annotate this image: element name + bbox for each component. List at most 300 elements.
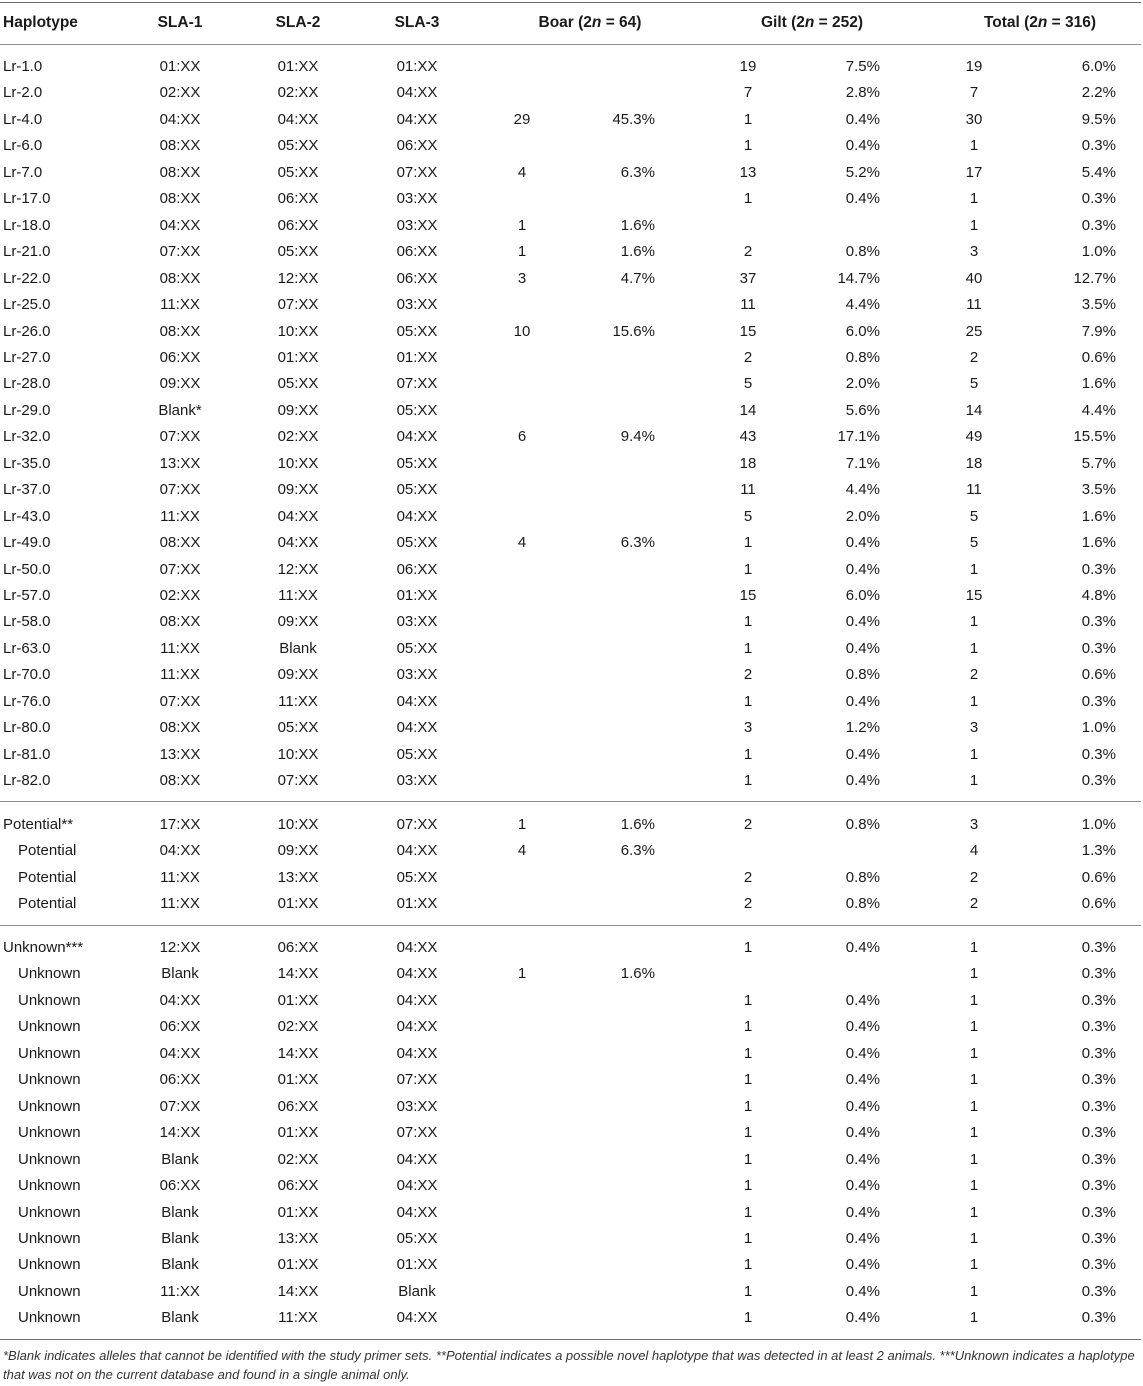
sla1-cell: 12:XX: [159, 939, 201, 956]
boar-percent-cell: [575, 292, 655, 318]
table-row: [0, 345, 1143, 371]
sla1-cell: 11:XX: [160, 666, 200, 684]
sla3-cell: 07:XX: [396, 163, 438, 181]
haplotype-cell: Lr-81.0: [3, 745, 51, 763]
total-percent-cell: 9.5%: [1081, 110, 1116, 128]
sla3-cell: 04:XX: [396, 692, 438, 710]
gilt-percent-cell: 0.4%: [845, 1097, 880, 1115]
total-percent-cell: 0.3%: [1081, 1177, 1116, 1195]
total-percent-cell: 0.3%: [1081, 692, 1116, 710]
sla3-cell: 06:XX: [396, 269, 438, 287]
gilt-count-cell: 2: [743, 243, 753, 261]
table-row: [0, 1252, 1143, 1278]
haplotype-cell: Unknown: [18, 1018, 81, 1036]
total-percent-cell: 0.3%: [1081, 1150, 1116, 1168]
haplotype-cell: Lr-37.0: [3, 481, 51, 499]
gilt-count-cell: 1: [743, 1124, 753, 1142]
gilt-percent-cell: 0.4%: [845, 1309, 880, 1327]
total-percent-cell: 0.6%: [1081, 348, 1116, 366]
sla1-cell: 17:XX: [159, 816, 201, 833]
gilt-count-cell: [718, 213, 778, 239]
sla3-cell: 03:XX: [396, 216, 438, 234]
haplotype-cell: Potential: [18, 842, 77, 860]
total-percent-cell: 3.5%: [1081, 481, 1116, 499]
total-percent-cell: 0.3%: [1081, 1018, 1116, 1036]
total-count-cell: 19: [965, 58, 983, 75]
boar-percent-cell: [575, 504, 655, 530]
gilt-percent-cell: 0.4%: [845, 560, 880, 578]
total-count-cell: 1: [969, 991, 979, 1009]
table-row: [0, 1173, 1143, 1199]
boar-percent-cell: [575, 636, 655, 662]
sla1-cell: 08:XX: [159, 719, 201, 737]
gilt-count-cell: 1: [743, 560, 753, 578]
table-row: [0, 1279, 1143, 1305]
sla2-cell: 05:XX: [277, 243, 319, 261]
boar-percent-cell: [575, 1094, 655, 1120]
haplotype-cell: Unknown: [18, 1282, 81, 1300]
gilt-count-cell: 1: [743, 1203, 753, 1221]
gilt-count-cell: 2: [743, 348, 753, 366]
sla2-cell: 02:XX: [277, 428, 319, 446]
table-row: [0, 424, 1143, 450]
boar-count-cell: [492, 451, 552, 477]
boar-percent-cell: [575, 1014, 655, 1040]
sla1-cell: 06:XX: [159, 1177, 201, 1195]
boar-percent-cell: 6.3%: [620, 534, 655, 552]
gilt-percent-cell: 17.1%: [837, 428, 880, 446]
sla3-cell: 04:XX: [396, 1177, 438, 1195]
sla3-cell: 03:XX: [396, 1097, 438, 1115]
haplotype-cell: Lr-2.0: [3, 84, 43, 102]
haplotype-cell: Unknown: [18, 1071, 81, 1089]
haplotype-cell: Lr-50.0: [3, 560, 51, 578]
total-percent-cell: 1.6%: [1081, 507, 1116, 525]
boar-percent-cell: [575, 715, 655, 741]
sla2-cell: 07:XX: [277, 296, 319, 314]
boar-percent-cell: [575, 935, 655, 961]
gilt-count-cell: [718, 961, 778, 987]
table-header-row: [0, 10, 1143, 36]
sla3-cell: 05:XX: [396, 745, 438, 763]
sla2-cell: 12:XX: [277, 560, 319, 578]
total-percent-cell: 1.0%: [1081, 243, 1116, 261]
gilt-percent-cell: 0.4%: [845, 137, 880, 155]
sla2-cell: 14:XX: [277, 1282, 319, 1300]
boar-percent-cell: [575, 1173, 655, 1199]
gilt-percent-cell: 0.4%: [845, 692, 880, 710]
sla2-cell: 02:XX: [277, 84, 319, 102]
sla1-cell: 06:XX: [159, 1018, 201, 1036]
total-count-cell: 30: [965, 110, 983, 128]
sla2-cell: 06:XX: [277, 939, 319, 956]
haplotype-cell: Lr-26.0: [3, 322, 51, 340]
sla1-cell: Blank: [161, 1229, 199, 1247]
total-percent-cell: 0.3%: [1081, 216, 1116, 234]
boar-percent-cell: 1.6%: [620, 216, 655, 234]
boar-percent-cell: [575, 345, 655, 371]
sla2-cell: 04:XX: [277, 507, 319, 525]
sla2-cell: 09:XX: [277, 613, 319, 631]
sla2-cell: 11:XX: [278, 1309, 318, 1327]
sla3-cell: 04:XX: [396, 1203, 438, 1221]
gilt-count-cell: 2: [743, 895, 753, 913]
table-row: [0, 451, 1143, 477]
table-row: [0, 662, 1143, 688]
boar-percent-cell: [575, 477, 655, 503]
sla1-cell: 13:XX: [159, 454, 201, 472]
gilt-count-cell: 1: [743, 1044, 753, 1062]
total-percent-cell: 15.5%: [1073, 428, 1116, 446]
table-row: [0, 1041, 1143, 1067]
total-count-cell: 1: [969, 1044, 979, 1062]
sla3-cell: 05:XX: [396, 1229, 438, 1247]
sla2-cell: 14:XX: [277, 965, 319, 983]
boar-percent-cell: [575, 662, 655, 688]
boar-percent-cell: 6.3%: [620, 163, 655, 181]
total-count-cell: 1: [969, 1256, 979, 1274]
table-row: [0, 557, 1143, 583]
sla1-cell: Blank: [161, 1203, 199, 1221]
total-count-cell: 1: [969, 216, 979, 234]
sla3-cell: 05:XX: [396, 639, 438, 657]
table-row: [0, 715, 1143, 741]
haplotype-cell: Lr-1.0: [3, 58, 43, 75]
sla1-cell: 04:XX: [159, 110, 201, 128]
total-percent-cell: 0.3%: [1081, 1071, 1116, 1089]
sla3-cell: 07:XX: [396, 1124, 438, 1142]
gilt-count-cell: 1: [743, 1071, 753, 1089]
boar-percent-cell: 6.3%: [620, 842, 655, 860]
gilt-percent-cell: [800, 838, 880, 864]
haplotype-cell: Lr-6.0: [3, 137, 43, 155]
total-count-cell: 3: [969, 719, 979, 737]
boar-count-cell: [492, 1120, 552, 1146]
sla3-cell: 06:XX: [396, 243, 438, 261]
boar-percent-cell: [575, 1120, 655, 1146]
gilt-percent-cell: 0.4%: [845, 939, 880, 956]
sla1-cell: 04:XX: [159, 1044, 201, 1062]
sla2-cell: 02:XX: [277, 1018, 319, 1036]
total-count-cell: 5: [969, 507, 979, 525]
table-row: [0, 1200, 1143, 1226]
sla2-cell: 06:XX: [277, 216, 319, 234]
total-percent-cell: 3.5%: [1081, 296, 1116, 314]
gilt-percent-cell: 0.4%: [845, 1124, 880, 1142]
total-count-cell: 1: [969, 1071, 979, 1089]
gilt-percent-cell: 0.8%: [845, 868, 880, 886]
gilt-percent-cell: 7.1%: [845, 454, 880, 472]
total-percent-cell: 1.3%: [1081, 842, 1116, 860]
total-percent-cell: 7.9%: [1081, 322, 1116, 340]
boar-percent-cell: 45.3%: [612, 110, 655, 128]
haplotype-cell: Lr-25.0: [3, 296, 51, 314]
boar-percent-cell: [575, 1147, 655, 1173]
haplotype-cell: Lr-63.0: [3, 639, 51, 657]
total-count-cell: 40: [965, 269, 983, 287]
boar-percent-cell: [575, 689, 655, 715]
sla3-cell: 03:XX: [396, 613, 438, 631]
group-divider: [0, 925, 1141, 926]
sla2-cell: 09:XX: [277, 666, 319, 684]
table-row: [0, 319, 1143, 345]
haplotype-cell: Lr-57.0: [3, 587, 51, 604]
sla3-cell: 01:XX: [396, 348, 438, 366]
sla1-cell: 04:XX: [159, 216, 201, 234]
haplotype-cell: Lr-58.0: [3, 613, 51, 631]
gilt-percent-cell: 0.4%: [845, 1044, 880, 1062]
sla1-cell: 06:XX: [159, 1071, 201, 1089]
gilt-count-cell: 1: [743, 772, 753, 790]
table-row: [0, 398, 1143, 424]
boar-percent-cell: [575, 742, 655, 768]
sla2-cell: 01:XX: [277, 1071, 319, 1089]
table-row: [0, 865, 1143, 891]
total-count-cell: 1: [969, 1229, 979, 1247]
boar-count-cell: [492, 1173, 552, 1199]
gilt-count-cell: 1: [743, 137, 753, 155]
boar-count-cell: [492, 636, 552, 662]
haplotype-cell: Lr-7.0: [3, 163, 43, 181]
total-count-cell: 1: [969, 1150, 979, 1168]
gilt-percent-cell: 0.4%: [845, 1282, 880, 1300]
sla2-cell: 01:XX: [277, 1256, 319, 1274]
sla1-cell: 09:XX: [159, 375, 201, 393]
sla3-cell: 04:XX: [396, 428, 438, 446]
table-row: [0, 838, 1143, 864]
total-count-cell: 49: [965, 428, 983, 446]
gilt-count-cell: 18: [739, 454, 757, 472]
gilt-count-cell: 1: [743, 692, 753, 710]
sla3-cell: 06:XX: [396, 137, 438, 155]
table-row: [0, 1147, 1143, 1173]
gilt-percent-cell: 2.8%: [845, 84, 880, 102]
gilt-percent-cell: 0.4%: [845, 534, 880, 552]
sla1-cell: Blank: [161, 1256, 199, 1274]
total-count-cell: 1: [969, 939, 979, 956]
total-percent-cell: 0.3%: [1081, 991, 1116, 1009]
boar-count-cell: [492, 133, 552, 159]
header-sla1: SLA-1: [157, 14, 203, 31]
total-count-cell: 1: [969, 1097, 979, 1115]
table-row: [0, 80, 1143, 106]
boar-percent-cell: [575, 133, 655, 159]
boar-percent-cell: [575, 186, 655, 212]
total-percent-cell: 0.3%: [1081, 772, 1116, 790]
haplotype-cell: Unknown: [18, 1097, 81, 1115]
sla3-cell: Blank: [398, 1282, 436, 1300]
gilt-percent-cell: 5.6%: [845, 401, 880, 419]
gilt-count-cell: 1: [743, 1282, 753, 1300]
gilt-count-cell: 11: [740, 296, 756, 314]
gilt-percent-cell: 2.0%: [845, 507, 880, 525]
gilt-count-cell: 2: [743, 868, 753, 886]
table-row: [0, 54, 1143, 80]
sla1-cell: Blank*: [158, 401, 202, 419]
total-percent-cell: 4.4%: [1081, 401, 1116, 419]
sla2-cell: 11:XX: [278, 692, 318, 710]
boar-count-cell: [492, 1014, 552, 1040]
sla3-cell: 03:XX: [396, 296, 438, 314]
gilt-count-cell: 5: [743, 375, 753, 393]
boar-percent-cell: [575, 1252, 655, 1278]
total-count-cell: 3: [969, 243, 979, 261]
haplotype-cell: Unknown: [18, 1044, 81, 1062]
gilt-count-cell: 1: [743, 745, 753, 763]
sla2-cell: 10:XX: [277, 454, 319, 472]
table-row: [0, 239, 1143, 265]
haplotype-cell: Lr-28.0: [3, 375, 51, 393]
sla1-cell: 11:XX: [160, 639, 200, 657]
haplotype-cell: Unknown: [18, 965, 81, 983]
boar-count-cell: [492, 80, 552, 106]
total-percent-cell: 0.3%: [1081, 965, 1116, 983]
table-row: [0, 504, 1143, 530]
total-count-cell: 1: [969, 560, 979, 578]
sla2-cell: 05:XX: [277, 719, 319, 737]
total-count-cell: 1: [969, 137, 979, 155]
total-percent-cell: 0.3%: [1081, 613, 1116, 631]
haplotype-cell: Lr-29.0: [3, 401, 51, 419]
boar-count-cell: [492, 1094, 552, 1120]
gilt-percent-cell: 0.8%: [845, 243, 880, 261]
total-count-cell: 2: [969, 348, 979, 366]
total-count-cell: 3: [969, 816, 979, 833]
sla2-cell: 05:XX: [277, 163, 319, 181]
table-row: [0, 583, 1143, 609]
boar-count-cell: [492, 371, 552, 397]
sla1-cell: 11:XX: [160, 1282, 200, 1300]
sla1-cell: 08:XX: [159, 269, 201, 287]
boar-percent-cell: 1.6%: [620, 243, 655, 261]
total-count-cell: 17: [965, 163, 983, 181]
sla2-cell: 01:XX: [277, 1203, 319, 1221]
sla2-cell: 05:XX: [277, 137, 319, 155]
total-percent-cell: 6.0%: [1081, 58, 1116, 75]
sla3-cell: 05:XX: [396, 868, 438, 886]
gilt-count-cell: 1: [743, 991, 753, 1009]
sla3-cell: 04:XX: [396, 110, 438, 128]
total-count-cell: 1: [969, 692, 979, 710]
gilt-percent-cell: 0.8%: [845, 666, 880, 684]
total-percent-cell: 1.6%: [1081, 375, 1116, 393]
sla3-cell: 03:XX: [396, 666, 438, 684]
sla2-cell: 09:XX: [277, 842, 319, 860]
boar-percent-cell: [575, 1067, 655, 1093]
boar-count-cell: 29: [513, 110, 531, 128]
table-footnote: *Blank indicates alleles that cannot be identified with the study primer sets. **Potential indicates a possible novel haplotype that was detected in at least 2 animals. ***Unknown indicates a haplotype that was not on the current database and found in a single animal only.: [3, 1348, 1135, 1382]
gilt-count-cell: 1: [743, 1229, 753, 1247]
total-percent-cell: 0.3%: [1081, 1256, 1116, 1274]
boar-percent-cell: [575, 891, 655, 917]
gilt-count-cell: 15: [739, 322, 757, 340]
boar-percent-cell: 1.6%: [620, 965, 655, 983]
sla1-cell: 11:XX: [160, 868, 200, 886]
boar-count-cell: [492, 768, 552, 794]
gilt-count-cell: 1: [743, 613, 753, 631]
total-percent-cell: 2.2%: [1081, 84, 1116, 102]
sla2-cell: 01:XX: [277, 991, 319, 1009]
sla1-cell: 11:XX: [160, 507, 200, 525]
total-percent-cell: 0.3%: [1081, 190, 1116, 208]
gilt-count-cell: 1: [743, 1177, 753, 1195]
sla2-cell: 06:XX: [277, 1177, 319, 1195]
sla1-cell: Blank: [161, 1309, 199, 1327]
table-row: [0, 689, 1143, 715]
sla1-cell: 04:XX: [159, 991, 201, 1009]
sla2-cell: 10:XX: [277, 322, 319, 340]
total-count-cell: 1: [969, 1018, 979, 1036]
boar-percent-cell: [575, 865, 655, 891]
haplotype-cell: Lr-18.0: [3, 216, 51, 234]
table-row: [0, 213, 1143, 239]
haplotype-cell: Lr-35.0: [3, 454, 51, 472]
boar-percent-cell: 1.6%: [620, 816, 655, 833]
haplotype-cell: Lr-49.0: [3, 534, 51, 552]
boar-percent-cell: [575, 451, 655, 477]
table-row: [0, 477, 1143, 503]
sla3-cell: 05:XX: [396, 322, 438, 340]
haplotype-cell: Lr-22.0: [3, 269, 51, 287]
gilt-count-cell: 1: [743, 1018, 753, 1036]
gilt-percent-cell: 0.4%: [845, 991, 880, 1009]
total-percent-cell: 1.0%: [1081, 816, 1116, 833]
sla2-cell: 14:XX: [277, 1044, 319, 1062]
gilt-percent-cell: 14.7%: [837, 269, 880, 287]
total-percent-cell: 1.6%: [1081, 534, 1116, 552]
sla1-cell: 07:XX: [159, 481, 201, 499]
total-percent-cell: 0.3%: [1081, 1124, 1116, 1142]
gilt-count-cell: 37: [739, 269, 757, 287]
sla3-cell: 04:XX: [396, 1150, 438, 1168]
sla1-cell: 02:XX: [159, 587, 201, 604]
gilt-percent-cell: 0.4%: [845, 1203, 880, 1221]
sla2-cell: 12:XX: [277, 269, 319, 287]
total-count-cell: 5: [969, 375, 979, 393]
boar-percent-cell: [575, 1279, 655, 1305]
haplotype-cell: Lr-82.0: [3, 772, 51, 790]
gilt-percent-cell: 0.4%: [845, 772, 880, 790]
sla1-cell: 08:XX: [159, 163, 201, 181]
total-count-cell: 2: [969, 666, 979, 684]
sla3-cell: 04:XX: [396, 1044, 438, 1062]
haplotype-cell: Unknown: [18, 991, 81, 1009]
boar-count-cell: 4: [517, 842, 527, 860]
total-percent-cell: 0.6%: [1081, 868, 1116, 886]
gilt-percent-cell: 0.8%: [845, 895, 880, 913]
boar-count-cell: [492, 1279, 552, 1305]
gilt-count-cell: 5: [743, 507, 753, 525]
total-count-cell: 1: [969, 190, 979, 208]
sla3-cell: 05:XX: [396, 401, 438, 419]
total-percent-cell: 0.3%: [1081, 1229, 1116, 1247]
boar-count-cell: [492, 609, 552, 635]
table-row: [0, 891, 1143, 917]
haplotype-cell: Unknown: [18, 1203, 81, 1221]
sla2-cell: 09:XX: [277, 481, 319, 499]
table-row: [0, 1094, 1143, 1120]
sla3-cell: 01:XX: [396, 587, 438, 604]
sla2-cell: Blank: [279, 639, 317, 657]
table-row: [0, 935, 1143, 961]
total-percent-cell: 0.3%: [1081, 137, 1116, 155]
boar-percent-cell: [575, 371, 655, 397]
boar-percent-cell: [575, 1305, 655, 1331]
boar-count-cell: [492, 345, 552, 371]
total-count-cell: 11: [966, 481, 982, 499]
total-count-cell: 1: [969, 1282, 979, 1300]
total-count-cell: 1: [969, 1309, 979, 1327]
